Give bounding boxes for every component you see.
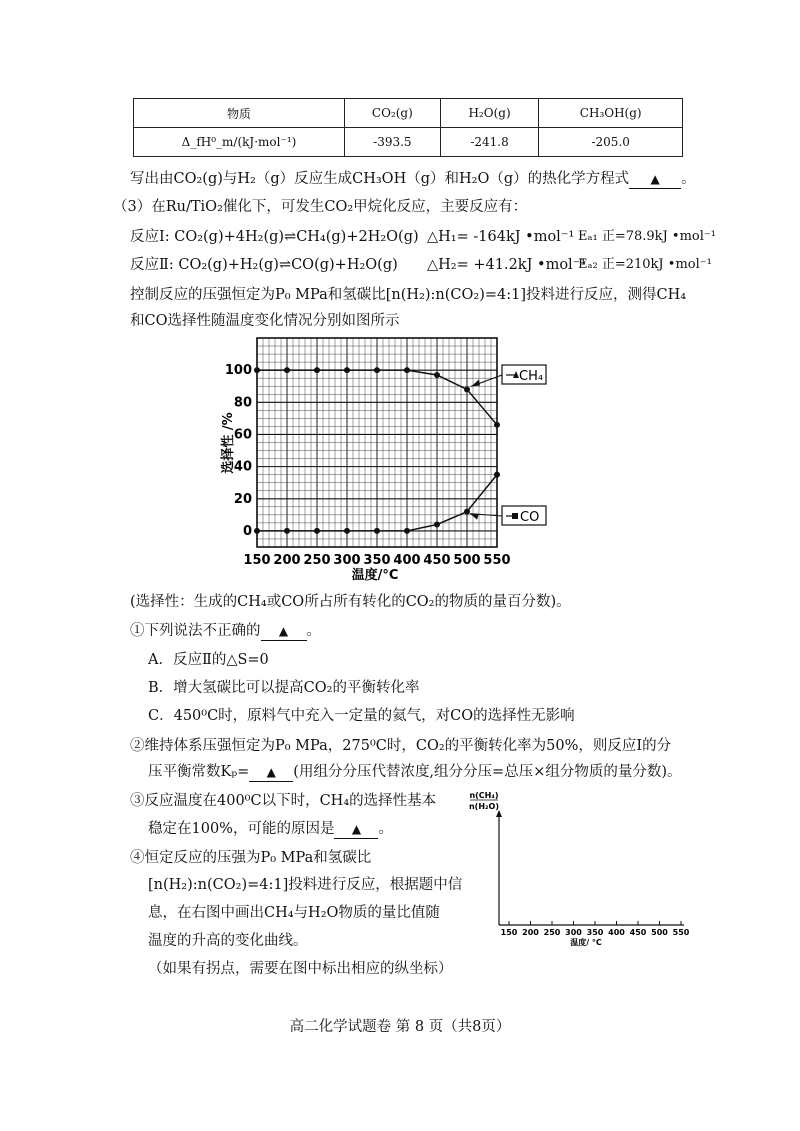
option-c: C．450⁰C时，原料气中充入一定量的氦气，对CO的选择性无影响 [148,708,575,724]
table-cell: -205.0 [539,128,683,157]
x-tick-label: 200 [273,553,301,568]
question-2-line: 写出由CO₂(g)与H₂（g）反应生成CH₃OH（g）和H₂O（g）的热化学方程式 ▲ 。 [130,171,696,187]
data-point-ch4 [464,386,470,392]
triangle-icon: ▲ [278,624,289,638]
arrow-up-icon [496,810,502,817]
answer-blank[interactable] [249,763,293,782]
answer-chart[interactable] [462,786,692,956]
data-point-co [464,509,470,515]
question-3-4-line-3: 息，在右图中画出CH₄与H₂O物质的量比值随 [148,905,440,921]
data-point-ch4 [434,372,440,378]
answer-blank[interactable] [334,820,378,839]
x-tick-label: 450 [629,928,647,937]
data-point-co [284,528,290,534]
reaction-1-enthalpy: △H₁= -164kJ •mol⁻¹ [427,229,575,245]
question-text: ①下列说法不正确的 [130,623,261,639]
reaction-2-equation: 反应Ⅱ: CO₂(g)+H₂(g)⇌CO(g)+H₂O(g) [130,257,398,273]
question-3-2-line-2 [148,763,682,782]
answer-chart-ticks [501,921,690,937]
reaction-2-enthalpy: △H₂= +41.2kJ •mol⁻¹ [427,257,587,273]
question-text: 写出由CO₂(g)与H₂（g）反应生成CH₃OH（g）和H₂O（g）的热化学方程式 [130,171,630,187]
enthalpy-table [133,98,683,157]
data-point-co [344,528,350,534]
page-footer: 高二化学试题卷 第 8 页（共8页） [289,1019,511,1035]
data-point-ch4 [314,367,320,373]
x-tick-label: 350 [363,553,391,568]
triangle-icon: ▲ [351,822,362,836]
x-tick-label: 300 [565,928,582,937]
table-header-cell: H₂O(g) [440,99,539,128]
condition-line-1: 控制反应的压强恒定为P₀ MPa和氢碳比[n(H₂):n(CO₂)=4:1]投料进行反应，测得CH₄ [130,287,687,303]
table-row-label: Δ_fH⁰_m/(kJ·mol⁻¹) [134,128,345,157]
data-point-co [374,528,380,534]
option-a: A．反应Ⅱ的△S=0 [148,652,269,668]
y-tick-label: 80 [233,395,252,411]
question-text: 。 [306,623,321,639]
y-tick-label: 60 [233,427,252,443]
reaction-1-equation: 反应Ⅰ: CO₂(g)+4H₂(g)⇌CH₄(g)+2H₂O(g) [130,229,419,245]
y-tick-label: 20 [233,491,252,507]
data-point-co [434,521,440,527]
x-tick-label: 250 [543,928,561,937]
y-axis-label: 选择性 /% [221,412,236,474]
triangle-icon: ▲ [650,172,660,186]
question-3-4-line-2: [n(H₂):n(CO₂)=4:1]投料进行反应，根据题中信 [148,877,463,893]
question-3-1-stem [130,622,321,641]
y-axis-label-denominator: n(H₂O) [468,802,500,811]
legend-ch4 [502,365,546,384]
question-text: 压平衡常数Kₚ= [148,764,250,780]
question-3-intro: （3）在Ru/TiO₂催化下，可发生CO₂甲烷化反应，主要反应有： [113,199,528,215]
table-header-cell: CO₂(g) [345,99,441,128]
data-point-ch4 [374,367,380,373]
data-point-co [314,528,320,534]
x-axis-label: 温度/ °C [570,938,602,947]
question-3-4-line-1: ④恒定反应的压强为P₀ MPa和氢碳比 [130,850,372,866]
x-tick-label: 450 [423,553,451,568]
square-marker-icon [512,513,518,519]
x-tick-label: 500 [453,553,481,568]
option-b: B．增大氢碳比可以提高CO₂的平衡转化率 [148,680,420,696]
table-cell: -393.5 [345,128,441,157]
data-point-co [404,528,410,534]
question-text: (用组分分压代替浓度,组分分压=总压×组分物质的量分数)。 [293,764,682,780]
data-point-ch4 [344,367,350,373]
x-tick-label: 400 [608,928,625,937]
y-tick-label: 0 [242,523,252,539]
question-3-3-line-2 [148,820,393,839]
answer-blank[interactable] [629,170,681,189]
arrowhead-icon [470,514,479,520]
x-tick-label: 500 [651,928,668,937]
x-tick-label: 250 [303,553,331,568]
condition-line-2: 和CO选择性随温度变化情况分别如图所示 [130,313,400,329]
triangle-icon: ▲ [266,765,276,779]
question-text: 稳定在100%，可能的原因是 [148,821,335,837]
answer-blank[interactable] [261,622,307,641]
reaction-2-activation-energy: Eₐ₂ 正=210kJ •mol⁻¹ [578,257,712,272]
arrowhead-icon [471,379,480,386]
table-cell: -241.8 [440,128,539,157]
y-axis-label-numerator: n(CH₄) [469,791,499,800]
question-text: 。 [378,821,393,837]
legend-co [502,506,546,525]
y-tick-label: 100 [224,363,252,379]
legend-co-label: CO [520,510,540,525]
data-point-ch4 [254,367,260,373]
data-point-co [494,472,500,478]
data-point-ch4 [404,367,410,373]
legend-ch4-label: CH₄ [519,369,544,384]
data-point-ch4 [494,422,500,428]
x-tick-label: 550 [672,928,690,937]
x-tick-label: 300 [333,553,361,568]
question-3-2-line-1: ②维持体系压强恒定为P₀ MPa，275⁰C时，CO₂的平衡转化率为50%，则反应Ⅰ的分 [130,738,672,754]
question-3-4-line-5: （如果有拐点，需要在图中标出相应的纵坐标） [148,961,453,977]
question-3-4-line-4: 温度的升高的变化曲线。 [148,933,308,949]
data-point-ch4 [284,367,290,373]
reaction-1-activation-energy: Eₐ₁ 正=78.9kJ •mol⁻¹ [578,229,716,244]
chart-tick-labels [225,363,511,568]
y-tick-label: 40 [233,459,252,475]
x-tick-label: 150 [500,928,518,937]
table-header-cell: CH₃OH(g) [539,99,683,128]
x-tick-label: 150 [243,553,271,568]
selectivity-note: (选择性：生成的CH₄或CO所占所有转化的CO₂的物质的量百分数)。 [130,594,571,610]
x-axis-label: 温度/°C [351,568,399,583]
question-3-3-line-1: ③反应温度在400⁰C以下时，CH₄的选择性基本 [130,793,437,809]
table-header-cell: 物质 [134,99,345,128]
table-row [134,128,683,157]
x-tick-label: 400 [393,553,421,568]
x-tick-label: 200 [522,928,539,937]
x-tick-label: 550 [483,553,511,568]
selectivity-chart [210,325,570,585]
data-point-co [254,528,260,534]
x-tick-label: 350 [586,928,604,937]
table-header-row [134,99,683,128]
